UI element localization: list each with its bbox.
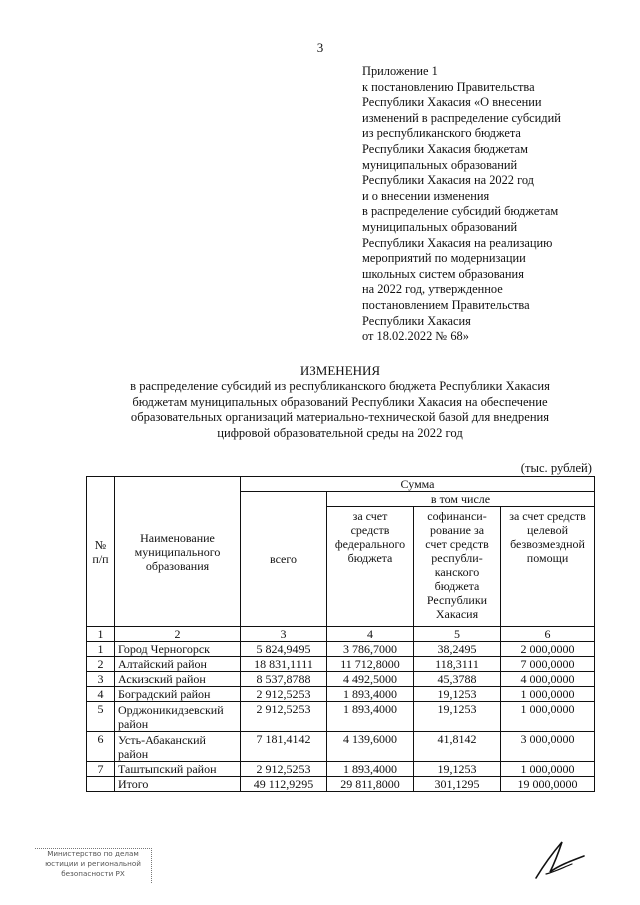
appendix-line: Республики Хакасия на реализацию: [362, 235, 553, 250]
row-name: Алтайский район: [115, 657, 241, 672]
row-federal: 3 786,7000: [327, 642, 414, 657]
row-aid: 1 000,0000: [501, 702, 595, 732]
row-num: 5: [87, 702, 115, 732]
row-num: 3: [87, 672, 115, 687]
row-federal: 1 893,4000: [327, 702, 414, 732]
subsidy-table: [86, 476, 595, 792]
row-republic: 118,3111: [414, 657, 501, 672]
row-name: Усть-Абаканский район: [115, 732, 241, 762]
header-gratuitous: за счет средств целевой безвозмездной помощи: [501, 507, 595, 627]
total-num-cell: [87, 777, 115, 792]
row-republic: 19,1253: [414, 762, 501, 777]
header-num: № п/п: [87, 477, 115, 627]
column-number: 3: [241, 627, 327, 642]
row-aid: 2 000,0000: [501, 642, 595, 657]
row-num: 6: [87, 732, 115, 762]
subtitle-line: в распределение субсидий из республиканского бюджета Республики Хакасия: [130, 378, 550, 393]
row-republic: 45,3788: [414, 672, 501, 687]
row-num: 4: [87, 687, 115, 702]
total-label: Итого: [115, 777, 241, 792]
appendix-line: Республики Хакасия «О внесении: [362, 95, 542, 110]
column-number: 4: [327, 627, 414, 642]
row-aid: 3 000,0000: [501, 732, 595, 762]
row-total: 2 912,5253: [241, 687, 327, 702]
subtitle-line: бюджетам муниципальных образований Республики Хакасия на обеспечение: [132, 394, 548, 409]
subtitle-line: образовательных организаций материально-технической базой для внедрения: [130, 410, 550, 425]
appendix-line: от 18.02.2022 № 68»: [362, 329, 469, 344]
row-total: 2 912,5253: [241, 702, 327, 732]
row-name: Аскизский район: [115, 672, 241, 687]
column-number: 1: [87, 627, 115, 642]
row-aid: 1 000,0000: [501, 687, 595, 702]
unit-label: (тыс. рублей): [520, 461, 592, 475]
table-row: [87, 672, 595, 687]
appendix-line: в распределение субсидий бюджетам: [362, 204, 559, 219]
row-total: 5 824,9495: [241, 642, 327, 657]
row-num: 7: [87, 762, 115, 777]
total-row: [87, 777, 595, 792]
row-num: 2: [87, 657, 115, 672]
row-total: 18 831,1111: [241, 657, 327, 672]
registration-stamp: [35, 848, 152, 883]
row-federal: 4 139,6000: [327, 732, 414, 762]
header-row: [87, 477, 595, 492]
stamp-line: юстиции и региональной: [45, 859, 141, 868]
header-sum: Сумма: [241, 477, 595, 492]
appendix-line: изменений в распределение субсидий: [362, 110, 561, 125]
row-federal: 4 492,5000: [327, 672, 414, 687]
appendix-line: Республики Хакасия бюджетам: [362, 141, 529, 156]
row-republic: 41,8142: [414, 732, 501, 762]
header-including: в том числе: [327, 492, 595, 507]
row-aid: 7 000,0000: [501, 657, 595, 672]
table-row: [87, 657, 595, 672]
header-cofinancing: софинанси- рование за счет средств республи- канского бюджета Республики Хакасия: [414, 507, 501, 627]
total-aid: 19 000,0000: [501, 777, 595, 792]
row-federal: 1 893,4000: [327, 687, 414, 702]
table-row: [87, 642, 595, 657]
row-name: Таштыпский район: [115, 762, 241, 777]
column-number: 5: [414, 627, 501, 642]
table-row: [87, 687, 595, 702]
row-name: Боградский район: [115, 687, 241, 702]
total-federal: 29 811,8000: [327, 777, 414, 792]
header-federal: за счет средств федерального бюджета: [327, 507, 414, 627]
appendix-line: мероприятий по модернизации: [362, 251, 526, 266]
appendix-line: муниципальных образований: [362, 157, 518, 172]
stamp-line: Министерство по делам: [47, 849, 139, 858]
row-total: 2 912,5253: [241, 762, 327, 777]
appendix-line: Республики Хакасия на 2022 год: [362, 173, 534, 188]
row-name: Орджоникидзевский район: [115, 702, 241, 732]
appendix-header: [362, 64, 612, 345]
row-aid: 4 000,0000: [501, 672, 595, 687]
total-republic: 301,1295: [414, 777, 501, 792]
total-sum: 49 112,9295: [241, 777, 327, 792]
appendix-line: и о внесении изменения: [362, 188, 490, 203]
appendix-line: на 2022 год, утвержденное: [362, 282, 503, 297]
stamp-line: безопасности РХ: [61, 869, 125, 878]
row-federal: 1 893,4000: [327, 762, 414, 777]
appendix-line: к постановлению Правительства: [362, 79, 535, 94]
row-total: 8 537,8788: [241, 672, 327, 687]
table-row: [87, 762, 595, 777]
column-number-row: [87, 627, 595, 642]
document-title: ИЗМЕНЕНИЯ: [299, 363, 381, 378]
row-name: Город Черногорск: [115, 642, 241, 657]
appendix-line: постановлением Правительства: [362, 297, 530, 312]
row-aid: 1 000,0000: [501, 762, 595, 777]
column-number: 6: [501, 627, 595, 642]
appendix-line: Приложение 1: [362, 64, 438, 78]
page-number: 3: [316, 40, 324, 55]
document-title-block: [90, 363, 590, 442]
appendix-line: Республики Хакасия: [362, 313, 471, 328]
row-republic: 19,1253: [414, 687, 501, 702]
appendix-line: муниципальных образований: [362, 219, 518, 234]
table-row: [87, 732, 595, 762]
subtitle-line: цифровой образовательной среды на 2022 год: [217, 426, 463, 441]
signature-mark: [528, 838, 588, 882]
row-federal: 11 712,8000: [327, 657, 414, 672]
appendix-line: школьных систем образования: [362, 266, 524, 281]
row-num: 1: [87, 642, 115, 657]
table-row: [87, 702, 595, 732]
header-total: всего: [241, 492, 327, 627]
appendix-line: из республиканского бюджета: [362, 126, 521, 141]
header-name: Наименование муниципального образования: [115, 477, 241, 627]
row-republic: 19,1253: [414, 702, 501, 732]
row-republic: 38,2495: [414, 642, 501, 657]
row-total: 7 181,4142: [241, 732, 327, 762]
column-number: 2: [115, 627, 241, 642]
